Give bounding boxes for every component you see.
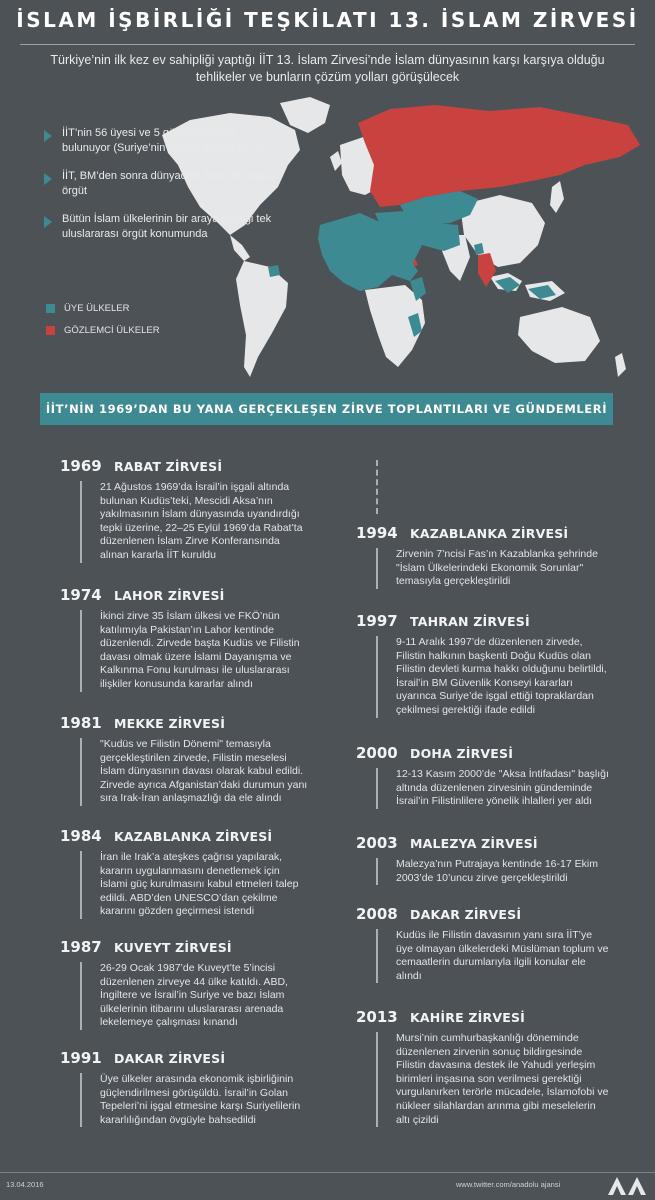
summit-entry xyxy=(60,827,308,919)
summit-name: DAKAR ZİRVESİ xyxy=(410,907,522,922)
arrow-right-icon xyxy=(44,130,52,142)
summit-entry xyxy=(60,938,308,1030)
summit-year: 1991 xyxy=(60,1049,102,1067)
summit-description: 21 Ağustos 1969’da İsrail’in işgali altında bulunan Kudüs’teki, Mescidi Aksa’nın yakılmasının İslam dünyasında uyandırdığı tepki üzerine, 22–25 Eylül 1969’da Rabat’ta düzenlenen İslam Zirve Konferansında alınan kararla İİT kuruldu xyxy=(80,481,308,563)
footer-twitter-link[interactable]: www.twitter.com/anadolu ajansi xyxy=(456,1180,561,1189)
summit-description: İkinci zirve 35 İslam ülkesi ve FKÖ’nün katılımıyla Pakistan’ın Lahor kentinde düzenlendi. Zirvede başta Kudüs ve Filistin davası olmak üzere İslami Dayanışma ve Kalkınma Fonu kurulması ile uluslararası ilişkiler konusunda kararlar alındı xyxy=(80,610,308,692)
summit-entry xyxy=(356,612,611,718)
summit-description: "Kudüs ve Filistin Dönemi" temasıyla gerçekleştirilen zirvede, Filistin meselesi İslam dünyasının davası olarak kabul edildi. Zirvede ayrıca Afganistan’daki durumun yanı sıra Irak-İran anlaşmazlığı da ele alındı xyxy=(80,738,308,806)
legend-observers-label: GÖZLEMCİ ÜLKELER xyxy=(64,325,160,336)
legend-members xyxy=(46,303,160,314)
summit-year: 2000 xyxy=(356,744,398,762)
fact-item xyxy=(44,126,284,155)
summit-year: 1974 xyxy=(60,586,102,604)
legend-observers xyxy=(46,325,160,336)
footer-date: 13.04.2016 xyxy=(6,1180,44,1189)
summit-name: DAKAR ZİRVESİ xyxy=(114,1051,226,1066)
summit-description: Mursi’nin cumhurbaşkanlığı döneminde düzenlenen zirvenin sonuç bildirgesinde Filistin davasına destek ile Yahudi yerleşim birimleri inşasına son verilmesi gerektiği vurgulanırken terörle mücadele, İslamofobi ve nükleer silahlardan arınma gibi meselelerin altı çizildi xyxy=(376,1032,611,1127)
fact-item xyxy=(44,212,284,241)
summit-name: TAHRAN ZİRVESİ xyxy=(410,614,530,629)
aa-logo-icon xyxy=(606,1175,648,1197)
observer-swatch xyxy=(46,326,55,335)
summit-name: KAZABLANKA ZİRVESİ xyxy=(114,829,273,844)
summit-entry xyxy=(60,1049,308,1127)
summit-year: 1997 xyxy=(356,612,398,630)
summit-description: Üye ülkeler arasında ekonomik işbirliğinin güçlendirilmesi görüşüldü. İsrail’in Golan Tepeleri’ni işgal etmesine karşı Suriyelilerin kararlılığından övgüyle bahsedildi xyxy=(80,1073,308,1127)
summit-year: 1969 xyxy=(60,457,102,475)
fact-text: İİT’nin 56 üyesi ve 5 gözlemci üyesi bulunuyor (Suriye’nin üyeliği askıya alındı) xyxy=(62,127,269,154)
summit-year: 1984 xyxy=(60,827,102,845)
page-subtitle: Türkiye’nin ilk kez ev sahipliği yaptığı İİT 13. İslam Zirvesi’nde İslam dünyasının karşı karşıya olduğu tehlikeler ve bunların çözüm yolları görüşülecek xyxy=(50,53,605,84)
legend-members-label: ÜYE ÜLKELER xyxy=(64,303,130,314)
summit-description: 26-29 Ocak 1987’de Kuveyt’te 5’incisi düzenlenen zirveye 44 ülke katıldı. ABD, İngiltere ve İsrail’in Suriye ve bazı İslam ülkelerinin itibarını uluslararası arenada lekelemeye çalışması kınandı xyxy=(80,962,308,1030)
summit-name: KUVEYT ZİRVESİ xyxy=(114,940,232,955)
summit-name: LAHOR ZİRVESİ xyxy=(114,588,225,603)
footer-divider xyxy=(0,1172,655,1173)
summit-entry xyxy=(356,524,611,589)
summit-description: Malezya’nın Putrajaya kentinde 16-17 Ekim 2003’de 10’uncu zirve gerçekleştirildi xyxy=(376,858,611,885)
map-legend xyxy=(46,303,160,347)
summit-year: 1981 xyxy=(60,714,102,732)
fact-text: Bütün İslam ülkelerinin bir araya geldiği tek uluslararası örgüt konumunda xyxy=(62,213,272,240)
page-title: İSLAM İŞBİRLİĞİ TEŞKİLATI 13. İSLAM ZİRVESİ xyxy=(16,8,639,32)
summit-entry xyxy=(356,905,611,983)
summit-name: RABAT ZİRVESİ xyxy=(114,459,223,474)
summit-description: Kudüs ile Filistin davasının yanı sıra İİT’ye üye olmayan ülkelerdeki Müslüman toplum ve cemaatlerin durumlarıyla ilgili konular ele alındı xyxy=(376,929,611,983)
summit-description: 12-13 Kasım 2000’de "Aksa İntifadası" başlığı altında düzenlenen zirvesinin gündeminde İsrail’in Filistinlilere yönelik ihlalleri yer aldı xyxy=(376,768,611,809)
timeline-connector xyxy=(376,460,378,514)
summit-name: MEKKE ZİRVESİ xyxy=(114,716,226,731)
summit-description: 9-11 Aralık 1997’de düzenlenen zirvede, Filistin halkının başkenti Doğu Kudüs olan Filistin devleti kurma hakkı olduğunu belirtildi, İsrail’in BM Güvenlik Konseyi kararları uyarınca Suriye’de işgal ettiği topraklardan çekilmesi gerektiği ifade edildi xyxy=(376,636,611,718)
summit-name: KAZABLANKA ZİRVESİ xyxy=(410,526,569,541)
timeline-banner: İİT’NİN 1969’DAN BU YANA GERÇEKLEŞEN ZİRVE TOPLANTILARI VE GÜNDEMLERİ xyxy=(40,393,613,425)
summit-year: 2003 xyxy=(356,834,398,852)
summit-year: 1994 xyxy=(356,524,398,542)
summit-entry xyxy=(60,457,308,563)
summit-entry xyxy=(356,834,611,885)
summit-year: 1987 xyxy=(60,938,102,956)
summit-entry xyxy=(356,744,611,809)
fact-text: İİT, BM’den sonra dünyadaki ikinci en büyük örgüt xyxy=(62,170,277,197)
summit-entry xyxy=(356,1008,611,1127)
summit-entry xyxy=(60,714,308,806)
key-facts xyxy=(44,126,284,255)
summit-name: MALEZYA ZİRVESİ xyxy=(410,836,538,851)
summit-year: 2008 xyxy=(356,905,398,923)
fact-item xyxy=(44,169,284,198)
summit-description: İran ile Irak’a ateşkes çağrısı yapılarak, kararın uygulanmasını denetlemek için İslami güç kurulmasını kabul etmeleri talep edildi. ABD’den UNESCO’dan çekilme kararını gözden geçirmesi istendi xyxy=(80,851,308,919)
title-divider xyxy=(20,44,635,45)
member-swatch xyxy=(46,304,55,313)
summit-entry xyxy=(60,586,308,692)
arrow-right-icon xyxy=(44,216,52,228)
summit-name: KAHİRE ZİRVESİ xyxy=(410,1010,525,1025)
summit-year: 2013 xyxy=(356,1008,398,1026)
summit-name: DOHA ZİRVESİ xyxy=(410,746,514,761)
arrow-right-icon xyxy=(44,173,52,185)
summit-description: Zirvenin 7’ncisi Fas’ın Kazablanka şehrinde "İslam Ülkelerindeki Ekonomik Sorunlar" temasıyla gerçekleştirildi xyxy=(376,548,611,589)
